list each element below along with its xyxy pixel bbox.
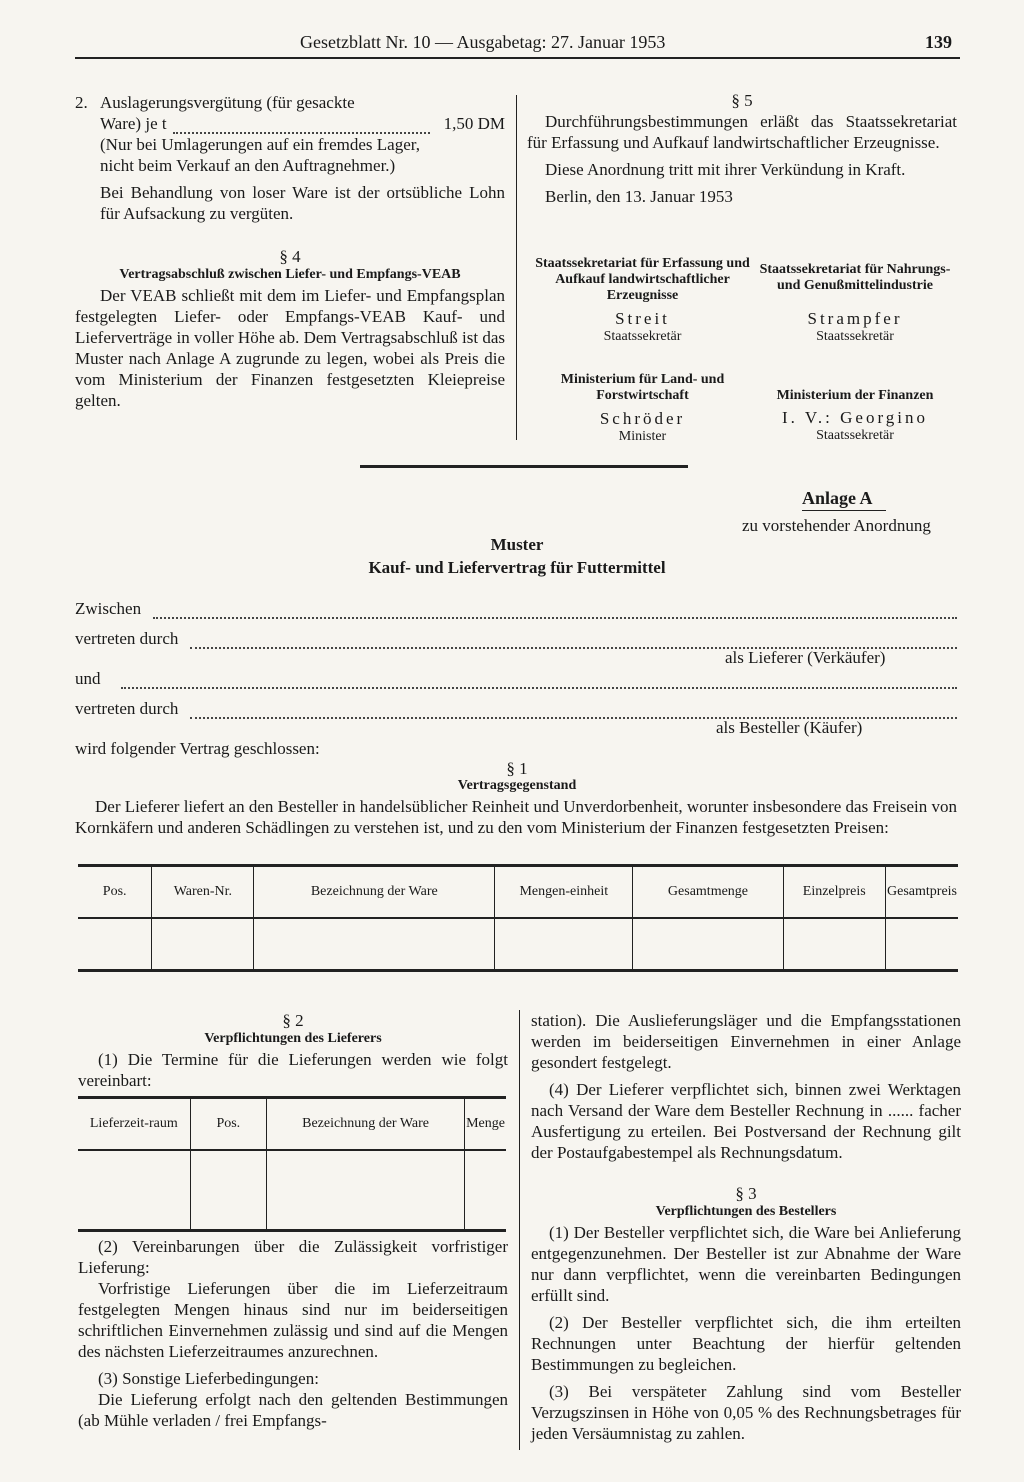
delivery-table: [78, 1096, 506, 1232]
column-divider-top: [516, 95, 517, 440]
sec3-p2: (2) Der Besteller verpflichtet sich, die ihm erteilten Rechnungen unter Beachtung der hierfür geltenden Bestimmungen zu begleichen.: [531, 1313, 961, 1374]
anlage-underline: [802, 510, 886, 511]
sig3-role: Minister: [618, 429, 667, 444]
sig3-org: Ministerium für Land- und Forstwirtschaft: [560, 372, 725, 403]
sig4-name: I. V.: Georgino: [781, 408, 929, 427]
col-bezeichnung: Bezeichnung der Ware: [267, 1098, 465, 1150]
vertreten2-label: vertreten durch: [75, 699, 179, 718]
anlage-title: Anlage A: [802, 488, 873, 508]
signature-block-3: [530, 372, 755, 445]
vertreten1-label: vertreten durch: [75, 629, 179, 648]
item2-line1: Auslagerungsvergütung (für gesackte: [100, 93, 355, 112]
sec2-p2: (2) Vereinbarungen über die Zulässigkeit vorfristiger Lieferung:: [78, 1237, 508, 1277]
goods-table: [78, 864, 958, 972]
sec3-p1: (1) Der Besteller verpflichtet sich, die Ware bei Anlieferung entgegenzunehmen. Der Besteller ist zur Abnahme der Ware nur dann verpflichtet, wenn die vereinbarten Bedingungen erfüllt sind.: [531, 1223, 961, 1305]
sec1-text: Der Lieferer liefert an den Besteller in handelsüblicher Reinheit und Unverdorbenheit, worunter insbesondere das Freisein von Kornkäfern und anderen Schädlingen zu verstehen ist, und zu den vom Ministerium der Finanzen festgesetzten Preisen:: [75, 797, 957, 837]
leader-dots: [173, 120, 430, 134]
col-pos: Pos.: [78, 866, 152, 918]
und-label: und: [75, 669, 101, 688]
left-top-column: [75, 92, 505, 411]
inkraft-text: Diese Anordnung tritt mit ihrer Verkündung in Kraft.: [545, 160, 906, 179]
sec1-number: § 1: [506, 759, 528, 778]
sec2-p3: (3) Sonstige Lieferbedingungen:: [98, 1369, 319, 1388]
sec2-p3b: Die Lieferung erfolgt nach den geltenden Bestimmungen (ab Mühle verladen / frei Empfangs-: [78, 1390, 508, 1430]
sig4-role: Staatssekretär: [816, 428, 894, 443]
goods-table-row: [78, 918, 958, 971]
item2-price: 1,50 DM: [443, 114, 505, 133]
col-lieferzeitraum: Lieferzeit-raum: [78, 1098, 190, 1150]
sec3-title: Verpflichtungen des Bestellers: [655, 1204, 837, 1219]
col-gesamtpreis: Gesamtpreis: [887, 883, 957, 899]
item-number: 2.: [75, 93, 88, 112]
item2-loose: Bei Behandlung von loser Ware ist der ortsübliche Lohn für Aufsackung zu vergüten.: [100, 183, 505, 223]
cell[interactable]: [495, 918, 633, 971]
header-title: Gesetzblatt Nr. 10 — Ausgabetag: 27. Januar 1953: [300, 32, 666, 52]
delivery-table-row: [78, 1150, 506, 1231]
col-pos: Pos.: [190, 1098, 266, 1150]
col-gesamtmenge: Gesamtmenge: [633, 866, 783, 918]
item2-note: (Nur bei Umlagerungen auf ein fremdes Lager, nicht beim Verkauf an den Auftragnehmer.): [100, 135, 420, 175]
form-zwischen: [75, 598, 957, 619]
delivery-table-header: [78, 1098, 506, 1150]
left-bottom-text: [78, 1236, 508, 1431]
sec3-number: § 3: [735, 1184, 757, 1203]
sig2-role: Staatssekretär: [816, 329, 894, 344]
sec5-number: § 5: [731, 91, 753, 110]
sec2-p2b: Vorfristige Lieferungen über die im Lieferzeitraum festgelegten Mengen hinaus sind nur im beiderseitigen schriftlichen Einvernehmen zulässig und sind auf die Mengen des nächsten Lieferzeitraumes anzurechnen.: [78, 1279, 508, 1361]
sec4-title: Vertragsabschluß zwischen Liefer- und Empfangs-VEAB: [119, 267, 461, 282]
sec4-text: Der VEAB schließt mit dem im Liefer- und Empfangsplan festgelegten Liefer- oder Empfangs-VEAB Kauf- und Lieferverträge in voller Höhe ab. Dem Vertragsabschluß ist das Muster nach Anlage A zugrunde zu legen, wobei als Preis die vom Ministerium der Finanzen festgesetzten Kleiepreise gelten.: [75, 286, 505, 410]
cell[interactable]: [190, 1150, 266, 1231]
cell[interactable]: [783, 918, 886, 971]
lieferer-label: als Lieferer (Verkäufer): [725, 648, 886, 667]
sig1-org: Staatssekretariat für Erfassung und Aufkauf landwirtschaftlicher Erzeugnisse: [535, 256, 750, 303]
signature-block-4: [750, 388, 960, 444]
column-divider-bottom: [519, 1010, 520, 1450]
sec2-p4: (4) Der Lieferer verpflichtet sich, binnen zwei Werktagen nach Versand der Ware dem Besteller Rechnung in ...... facher Ausfertigung zu erteilen. Bei Postversand der Rechnung gilt der Postaufgabestempel als Rechnungsdatum.: [531, 1080, 961, 1162]
col-waren-nr: Waren-Nr.: [152, 866, 254, 918]
cell[interactable]: [78, 1150, 190, 1231]
sig1-name: Streit: [615, 309, 670, 328]
cell[interactable]: [633, 918, 783, 971]
cell[interactable]: [254, 918, 495, 971]
sec3-p3: (3) Bei verspäteter Zahlung sind vom Besteller Verzugszinsen in Höhe von 0,05 % des Rechnungsbetrages für jeden Versäumnistag zu zahlen.: [531, 1382, 961, 1443]
col-menge: Menge: [466, 1115, 505, 1131]
sec4-number: § 4: [279, 247, 301, 266]
signature-block-2: [750, 262, 960, 345]
besteller-label: als Besteller (Käufer): [716, 718, 863, 737]
anlage-subtitle: zu vorstehender Anordnung: [742, 516, 931, 535]
running-header: [300, 32, 665, 53]
contract-title: Kauf- und Liefervertrag für Futtermittel: [368, 558, 666, 577]
cell[interactable]: [267, 1150, 465, 1231]
form-vertreten-1: [75, 628, 957, 649]
sig2-org: Staatssekretariat für Nahrungs- und Genußmittelindustrie: [759, 262, 951, 293]
sec2-number: § 2: [282, 1011, 304, 1030]
sig1-role: Staatssekretär: [603, 329, 682, 344]
header-rule: [75, 57, 960, 59]
cell[interactable]: [465, 1150, 506, 1231]
goods-table-header: [78, 866, 958, 918]
muster-heading: Muster: [490, 535, 544, 554]
section-divider: [360, 465, 688, 468]
form-vertreten-2: [75, 698, 957, 719]
cell[interactable]: [78, 918, 152, 971]
page-number: 139: [925, 32, 952, 52]
form-und: [75, 668, 957, 689]
left-bottom-column: [78, 1010, 508, 1091]
cell[interactable]: [886, 918, 958, 971]
signature-block-1: [530, 256, 755, 345]
sec5-text: Durchführungsbestimmungen erläßt das Staatssekretariat für Erfassung und Aufkauf landwirtschaftlicher Erzeugnisse.: [527, 112, 957, 152]
sig2-name: Strampfer: [807, 309, 903, 328]
zwischen-field[interactable]: [153, 605, 957, 619]
item2-line2: Ware) je t: [100, 114, 167, 133]
contract-intro: wird folgender Vertrag geschlossen:: [75, 739, 320, 758]
und-field[interactable]: [121, 675, 958, 689]
cell[interactable]: [152, 918, 254, 971]
place-date: Berlin, den 13. Januar 1953: [545, 187, 733, 206]
zwischen-label: Zwischen: [75, 599, 142, 618]
sec2-p1: (1) Die Termine für die Lieferungen werden wie folgt vereinbart:: [78, 1050, 508, 1090]
sig4-org: Ministerium der Finanzen: [776, 388, 934, 403]
right-top-column: [527, 90, 957, 207]
sec2-title: Verpflichtungen des Lieferers: [204, 1031, 382, 1046]
right-bottom-column: [531, 1010, 961, 1444]
sig3-name: Schröder: [599, 409, 686, 428]
col-einzelpreis: Einzelpreis: [783, 866, 886, 918]
sec2-continuation: station). Die Auslieferungsläger und die Empfangsstationen werden im beiderseitigen Einvernehmen in einer Anlage gesondert festgelegt.: [531, 1011, 961, 1072]
col-bezeichnung: Bezeichnung der Ware: [254, 866, 495, 918]
sec1-title: Vertragsgegenstand: [457, 778, 577, 793]
col-mengeneinheit: Mengen-einheit: [495, 866, 633, 918]
